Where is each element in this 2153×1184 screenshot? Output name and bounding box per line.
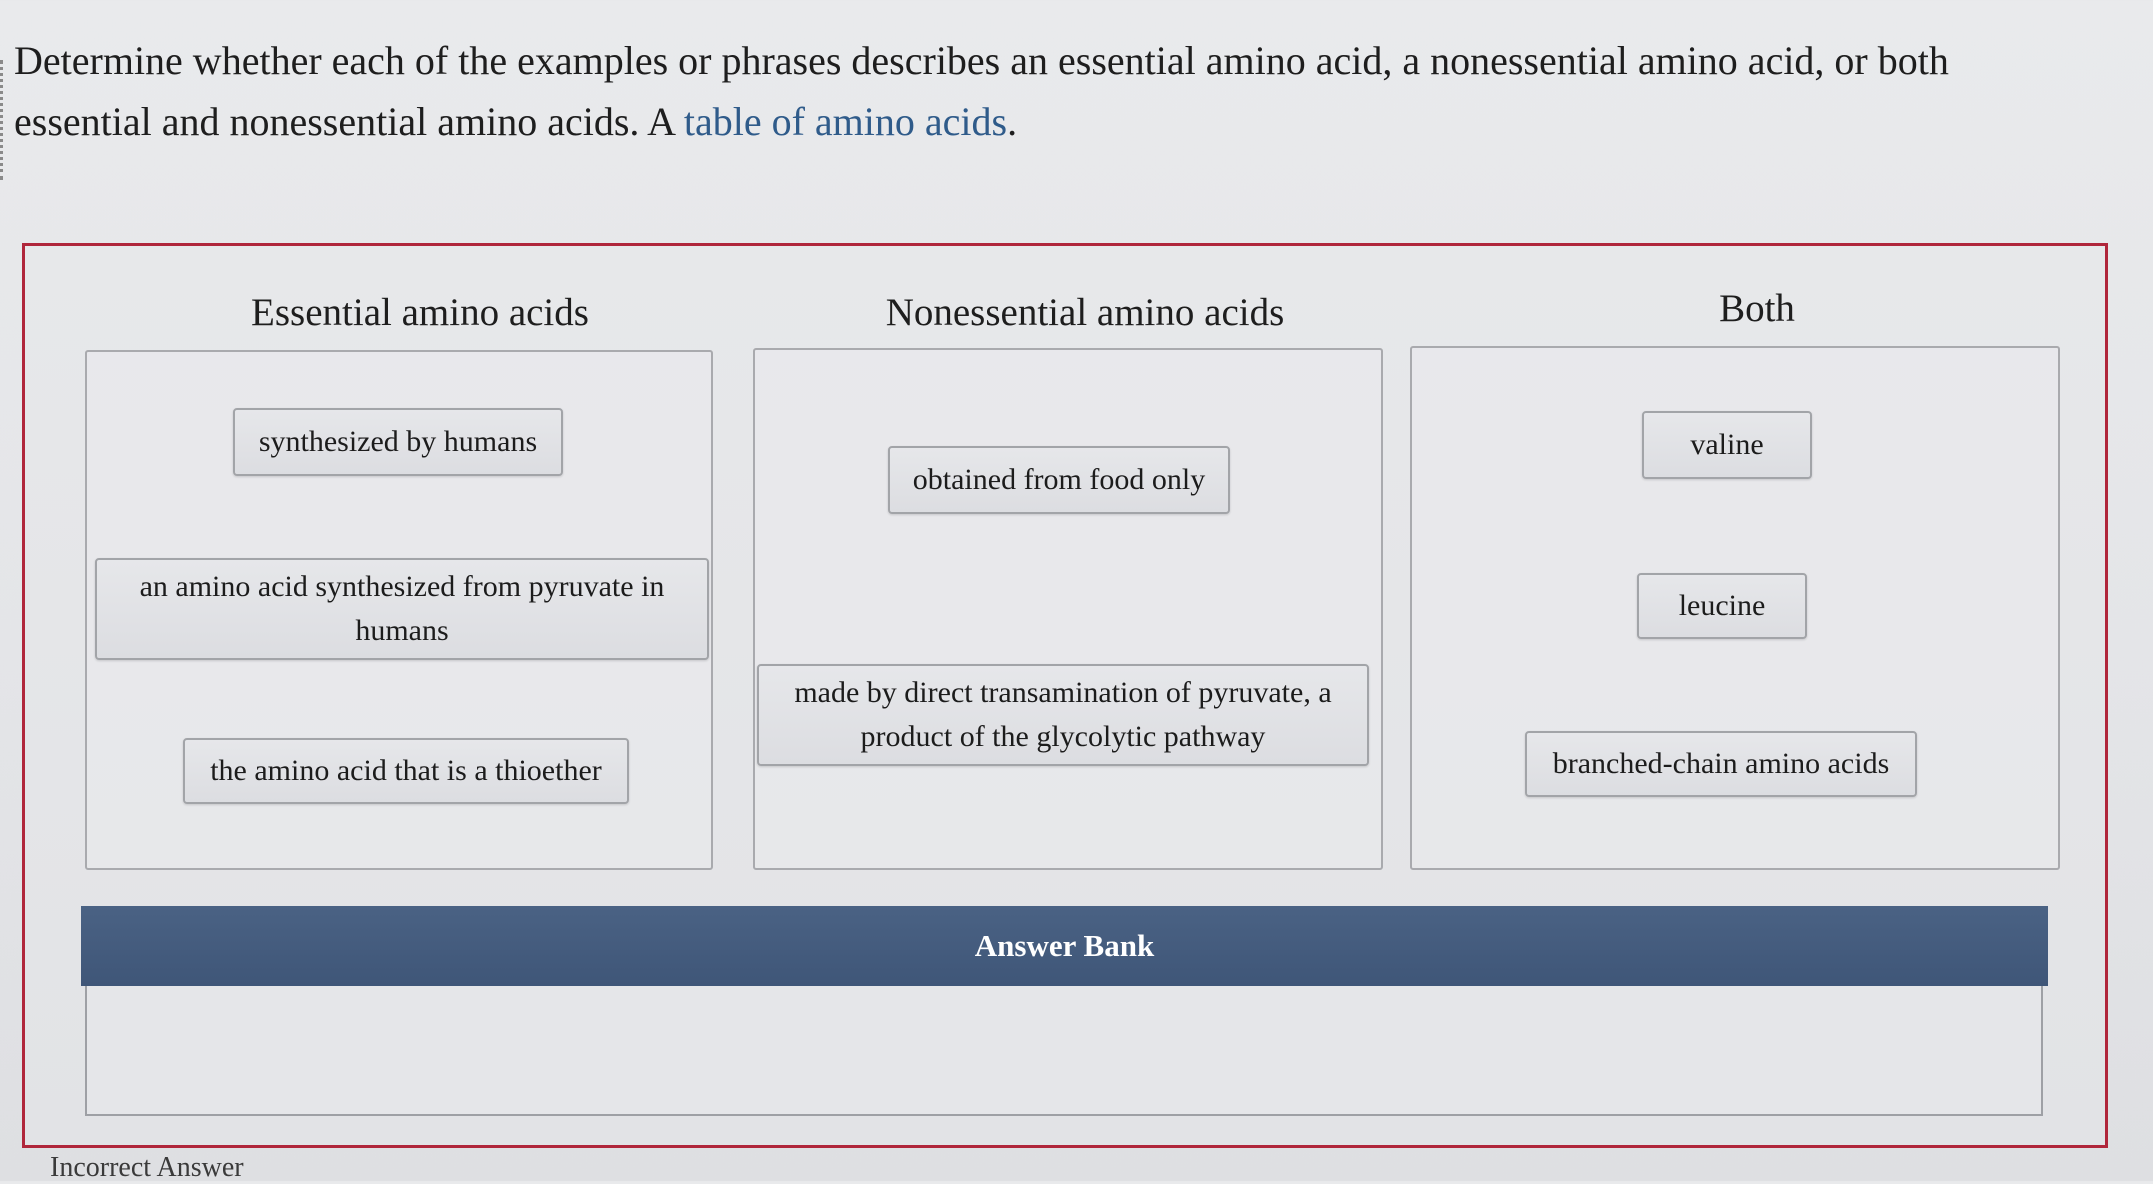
column-title-nonessential: Nonessential amino acids	[885, 291, 1285, 334]
prompt-text: Determine whether each of the examples or phrases describes an essential amino acid, a nonessential amino acid, or both essential and nonessential amino acids. A	[14, 38, 1949, 144]
amino-acid-table-link[interactable]: table of amino acids	[683, 99, 1008, 144]
answer-chip[interactable]: synthesized by humans	[233, 408, 563, 476]
answer-chip[interactable]: branched-chain amino acids	[1525, 731, 1917, 797]
answer-bank-area[interactable]	[85, 986, 2043, 1116]
answer-chip[interactable]: obtained from food only	[888, 446, 1230, 514]
drag-drop-panel	[22, 243, 2108, 1148]
side-watermark	[0, 60, 11, 180]
prompt-tail: .	[1007, 99, 1018, 144]
column-title-both: Both	[1719, 287, 1795, 330]
drop-zone-nonessential[interactable]	[753, 348, 1383, 870]
answer-bank-header: Answer Bank	[81, 906, 2048, 986]
answer-chip[interactable]: the amino acid that is a thioether	[183, 738, 629, 804]
answer-chip[interactable]: valine	[1642, 411, 1812, 479]
status-message: Incorrect Answer	[50, 1152, 244, 1183]
answer-chip[interactable]: an amino acid synthesized from pyruvate in humans	[95, 558, 709, 660]
answer-chip[interactable]: made by direct transamination of pyruvate, a product of the glycolytic pathway	[757, 664, 1369, 766]
answer-chip[interactable]: leucine	[1637, 573, 1807, 639]
question-prompt	[14, 30, 2054, 152]
column-title-essential: Essential amino acids	[251, 291, 589, 334]
